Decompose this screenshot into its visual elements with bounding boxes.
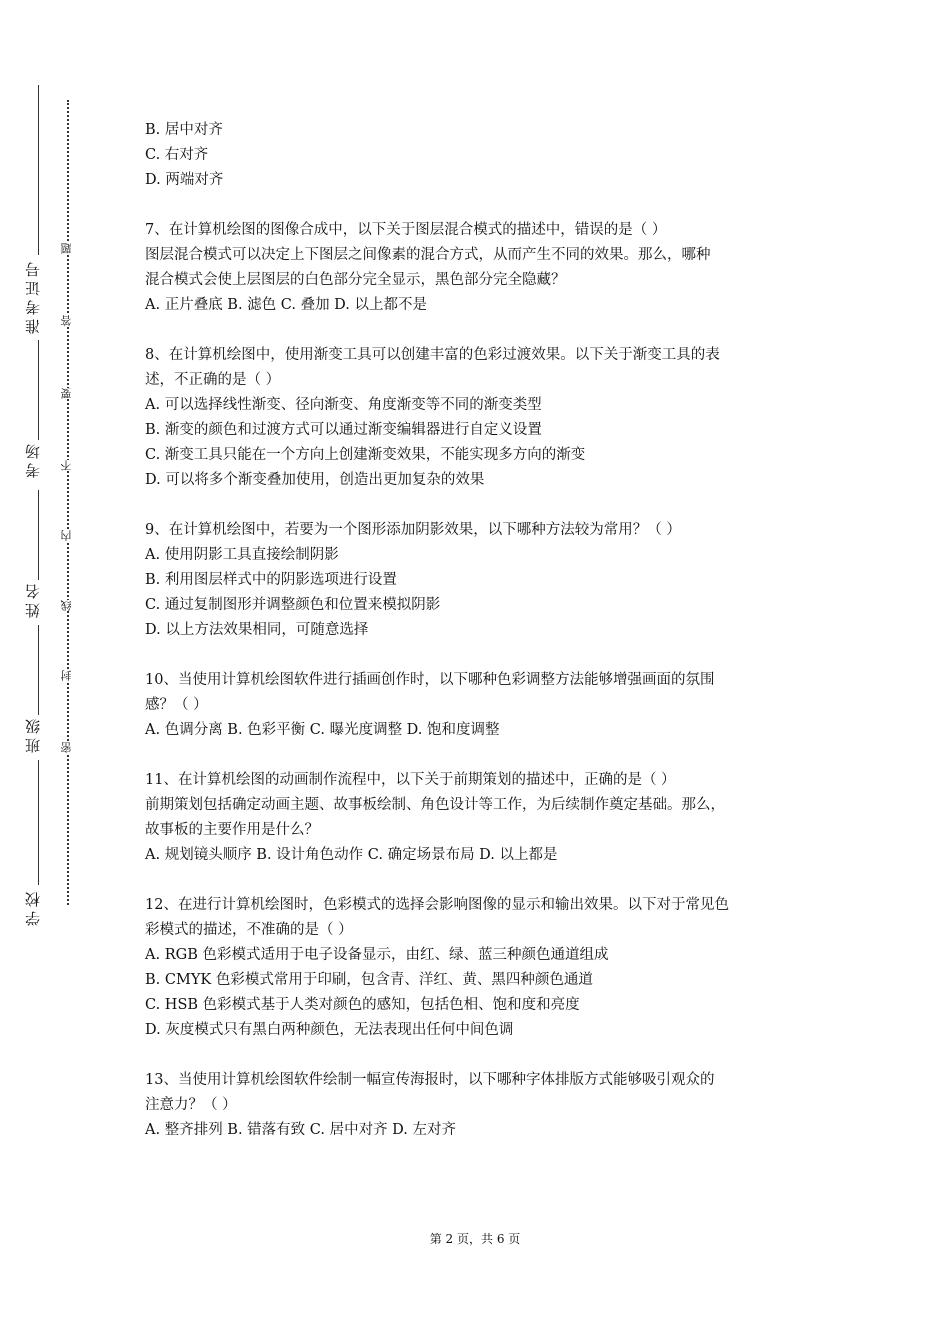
- question-block: [145, 893, 815, 1043]
- option: A. 正片叠底 B. 滤色 C. 叠加 D. 以上都不是: [145, 297, 428, 313]
- seal-char: 内: [60, 530, 73, 541]
- option: D. 以上方法效果相同，可随意选择: [145, 622, 369, 638]
- question-stem: 前期策划包括确定动画主题、故事板绘制、角色设计等工作，为后续制作奠定基础。那么，: [145, 797, 725, 813]
- option: A. 规划镜头顺序 B. 设计角色动作 C. 确定场景布局 D. 以上都是: [145, 847, 558, 863]
- option: A. 整齐排列 B. 错落有致 C. 居中对齐 D. 左对齐: [145, 1122, 457, 1138]
- label-class: 班级: [24, 715, 42, 753]
- question-block: [145, 1068, 815, 1143]
- label-school: 学校: [24, 888, 42, 926]
- id-number-line: [38, 85, 39, 255]
- question-stem: 11、在计算机绘图的动画制作流程中，以下关于前期策划的描述中，正确的是（ ）: [145, 772, 676, 788]
- question-stem: 感？（ ）: [145, 697, 208, 713]
- option: C. 渐变工具只能在一个方向上创建渐变效果，不能实现多方向的渐变: [145, 447, 586, 463]
- option: C. 右对齐: [145, 147, 209, 163]
- question-stem: 故事板的主要作用是什么？: [145, 822, 319, 838]
- question-block: [145, 668, 815, 743]
- binding-margin: [0, 0, 90, 1344]
- seal-char: 要: [60, 388, 73, 399]
- name-line: [38, 490, 39, 580]
- question-stem: 10、当使用计算机绘图软件进行插画创作时，以下哪种色彩调整方法能够增强画面的氛围: [145, 672, 715, 688]
- question-stem: 混合模式会使上层图层的白色部分完全显示，黑色部分完全隐藏？: [145, 272, 566, 288]
- option: B. 利用图层样式中的阴影选项进行设置: [145, 572, 397, 588]
- question-stem: 7、在计算机绘图的图像合成中，以下关于图层混合模式的描述中，错误的是（ ）: [145, 222, 667, 238]
- label-exam-id: 准考证号: [24, 258, 42, 334]
- question-block: [145, 768, 815, 868]
- question-stem: 13、当使用计算机绘图软件绘制一幅宣传海报时，以下哪种字体排版方式能够吸引观众的: [145, 1072, 715, 1088]
- option: A. RGB 色彩模式适用于电子设备显示，由红、绿、蓝三种颜色通道组成: [145, 947, 609, 963]
- seal-char: 不: [60, 460, 73, 471]
- option: A. 色调分离 B. 色彩平衡 C. 曝光度调整 D. 饱和度调整: [145, 722, 500, 738]
- exam-content: [145, 118, 815, 1143]
- question-stem: 彩模式的描述，不准确的是（ ）: [145, 922, 353, 938]
- question-stem: 图层混合模式可以决定上下图层之间像素的混合方式，从而产生不同的效果。那么，哪种: [145, 247, 711, 263]
- option: B. CMYK 色彩模式常用于印刷，包含青、洋红、黄、黑四种颜色通道: [145, 972, 593, 988]
- exam-room-line: [38, 340, 39, 440]
- seal-char: 答: [60, 315, 73, 326]
- option: A. 使用阴影工具直接绘制阴影: [145, 547, 339, 563]
- question-stem: 注意力？（ ）: [145, 1097, 237, 1113]
- option: D. 灰度模式只有黑白两种颜色，无法表现出任何中间色调: [145, 1022, 514, 1038]
- option: D. 两端对齐: [145, 172, 224, 188]
- page-footer: 第 2 页，共 6 页: [429, 1232, 521, 1246]
- option: B. 渐变的颜色和过渡方式可以通过渐变编辑器进行自定义设置: [145, 422, 542, 438]
- option: D. 可以将多个渐变叠加使用，创造出更加复杂的效果: [145, 472, 485, 488]
- question-stem: 9、在计算机绘图中，若要为一个图形添加阴影效果，以下哪种方法较为常用？（ ）: [145, 522, 681, 538]
- question-block: [145, 118, 815, 193]
- question-block: [145, 218, 815, 318]
- question-block: [145, 518, 815, 643]
- question-stem: 述，不正确的是（ ）: [145, 372, 281, 388]
- seal-char: 密: [60, 742, 73, 753]
- label-name: 姓名: [24, 580, 42, 618]
- question-stem: 8、在计算机绘图中，使用渐变工具可以创建丰富的色彩过渡效果。以下关于渐变工具的表: [145, 347, 720, 363]
- option: C. 通过复制图形并调整颜色和位置来模拟阴影: [145, 597, 441, 613]
- question-block: [145, 343, 815, 493]
- school-line: [38, 760, 39, 885]
- label-exam-room: 考场: [24, 440, 42, 478]
- seal-dotted-line: [67, 100, 69, 905]
- question-stem: 12、在进行计算机绘图时，色彩模式的选择会影响图像的显示和输出效果。以下对于常见色: [145, 897, 729, 913]
- option: C. HSB 色彩模式基于人类对颜色的感知，包括色相、饱和度和亮度: [145, 997, 580, 1013]
- option: A. 可以选择线性渐变、径向渐变、角度渐变等不同的渐变类型: [145, 397, 542, 413]
- option: B. 居中对齐: [145, 122, 223, 138]
- seal-char: 线: [60, 600, 73, 611]
- seal-char: 封: [60, 670, 73, 681]
- seal-char: 题: [60, 243, 73, 254]
- class-line: [38, 625, 39, 715]
